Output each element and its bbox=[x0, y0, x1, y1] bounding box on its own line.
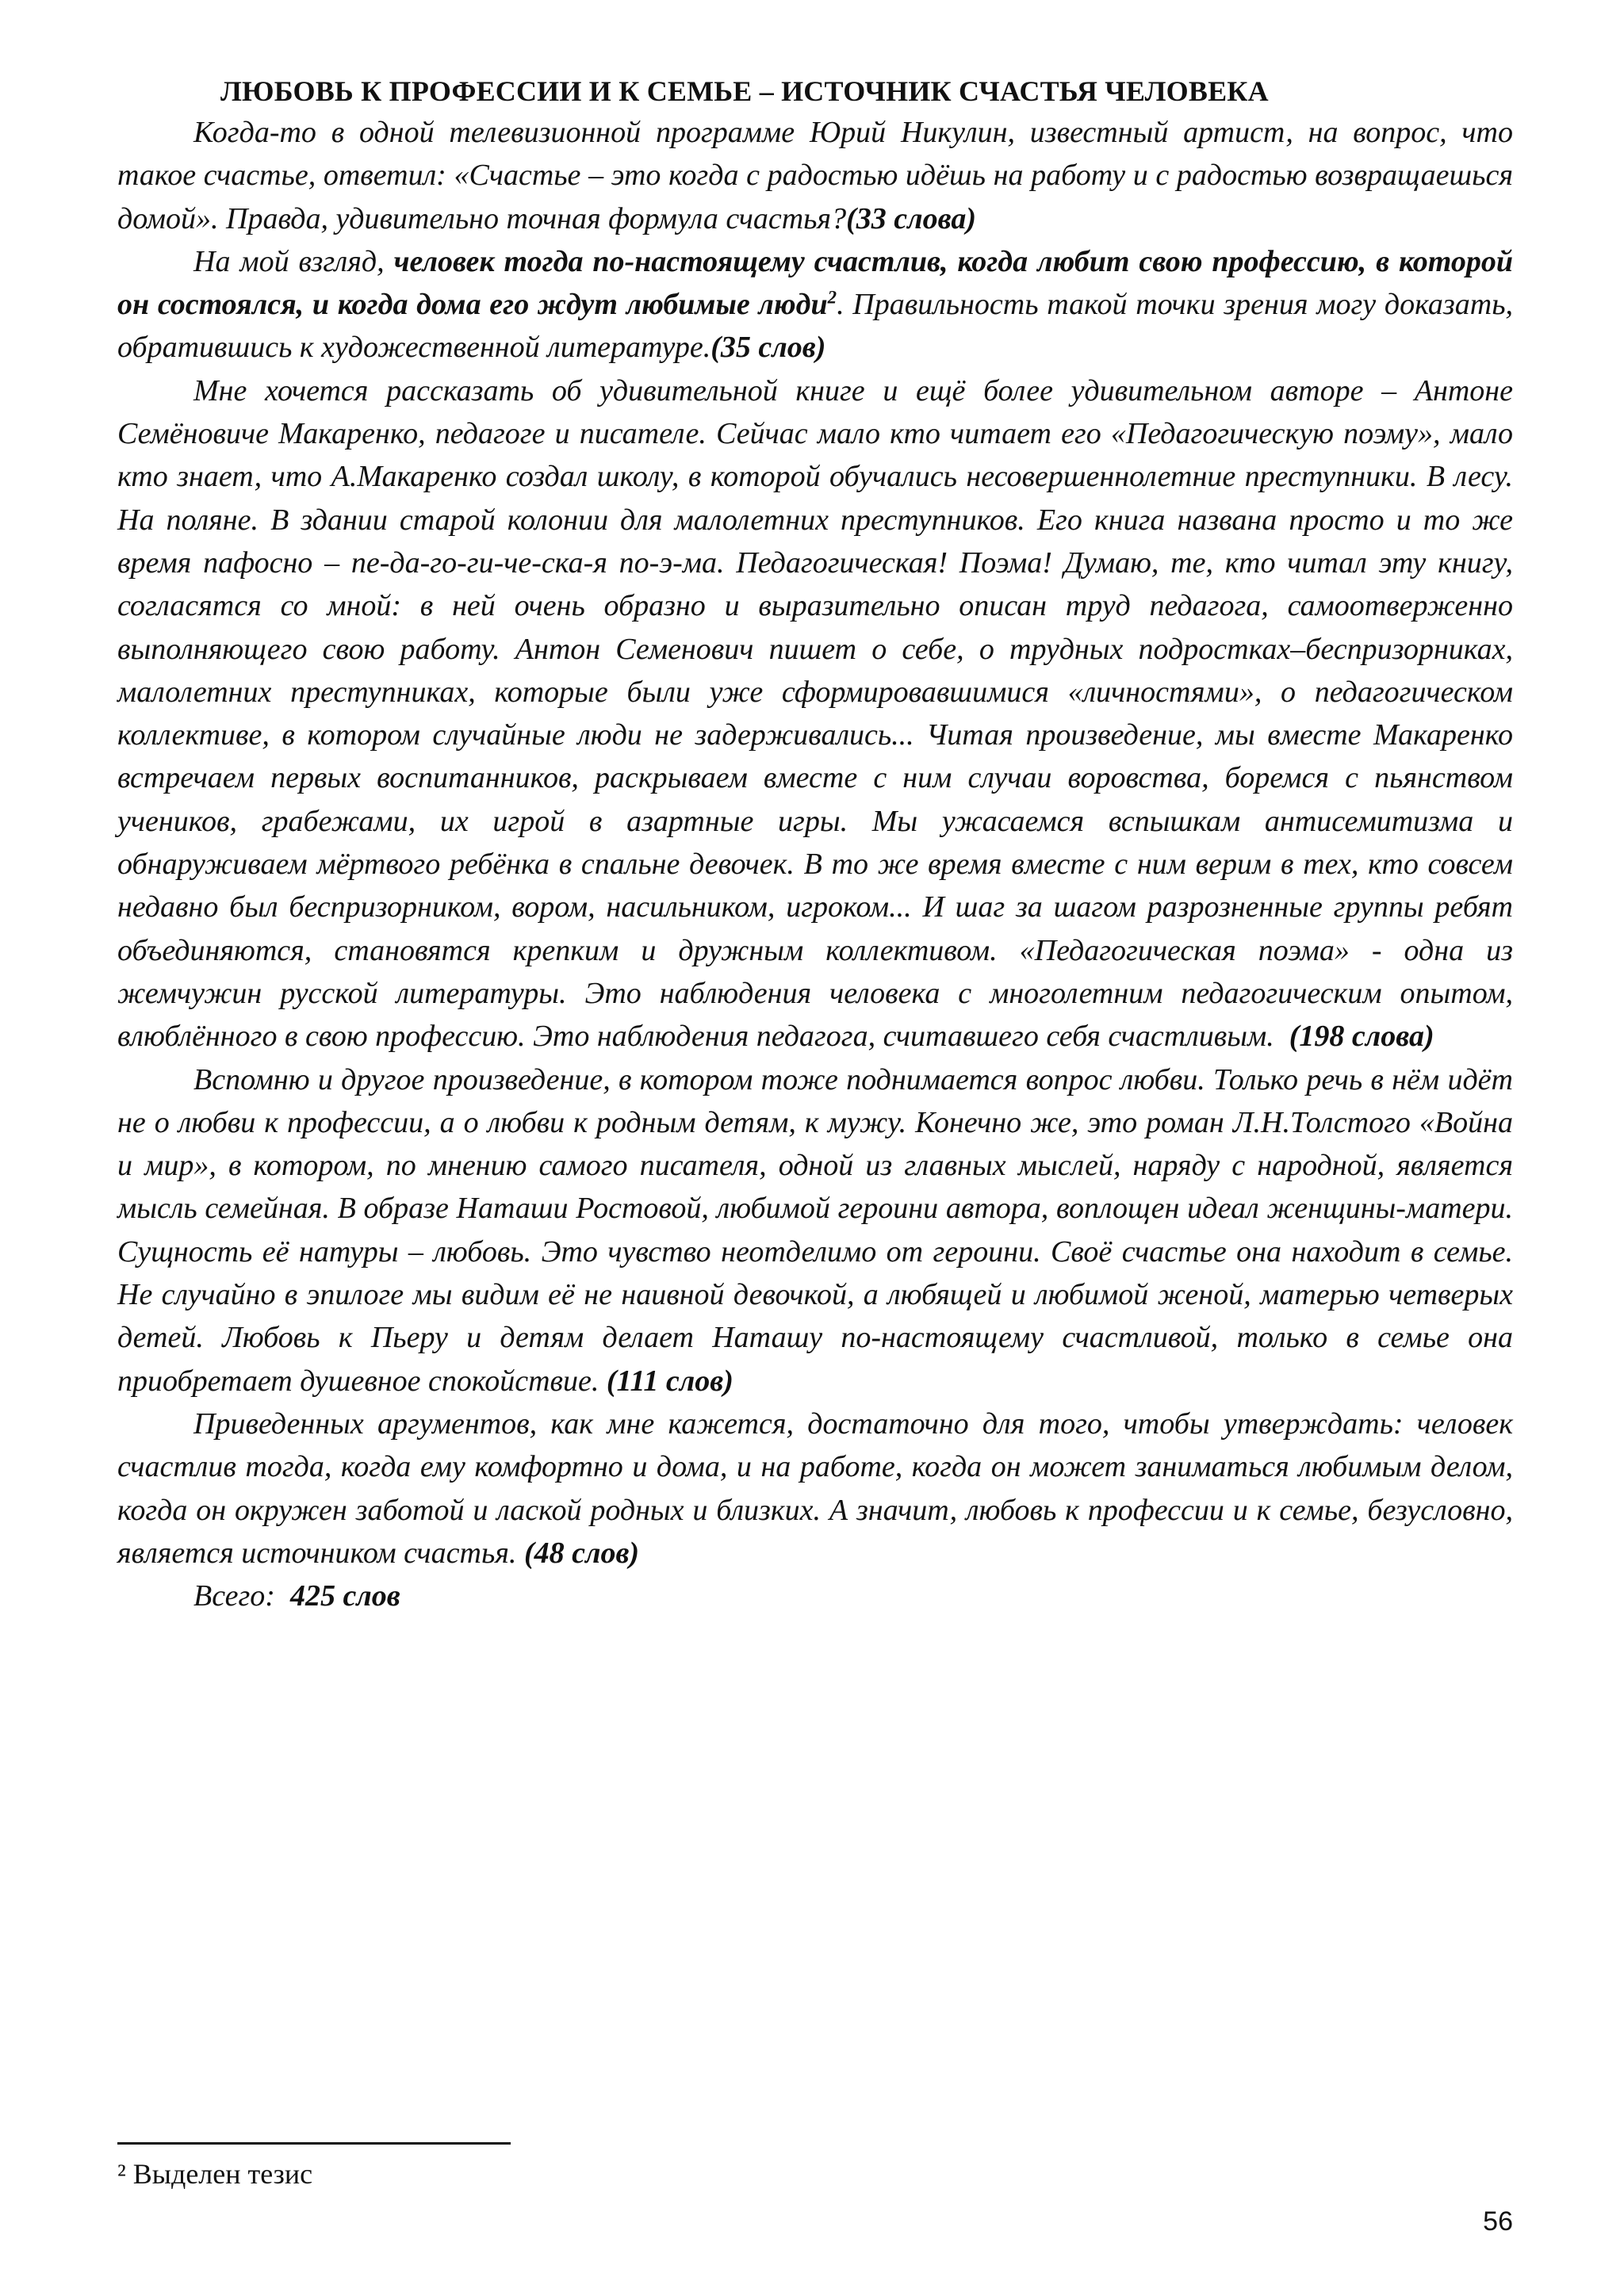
footnote-reference: 2 bbox=[827, 287, 837, 308]
paragraph-argument-1 bbox=[117, 369, 1513, 1058]
paragraph-text: Когда-то в одной телевизионной программе Юрий Никулин, известный артист, на вопрос, что такое счастье, ответил: «Счастье – это когда с радостью идёшь на работу и с радостью возвращаешься домой». Правда, удивительно точная формула счастья? bbox=[117, 116, 1513, 235]
paragraph-text: . Правильность такой точки зрения могу доказать, обратившись к художественной литературе. bbox=[117, 288, 1513, 365]
total-value: 425 слов bbox=[289, 1579, 400, 1613]
paragraph-lead: На мой взгляд, bbox=[193, 244, 394, 278]
word-count: (198 слова) bbox=[1289, 1020, 1434, 1054]
word-count: (33 слова) bbox=[846, 201, 976, 235]
word-total bbox=[117, 1575, 1513, 1617]
paragraph-intro bbox=[117, 111, 1513, 240]
word-count: (35 слов) bbox=[710, 331, 826, 365]
paragraph-conclusion bbox=[117, 1402, 1513, 1575]
paragraph-argument-2 bbox=[117, 1058, 1513, 1402]
essay-title: ЛЮБОВЬ К ПРОФЕССИИ И К СЕМЬЕ – ИСТОЧНИК СЧАСТЬЯ ЧЕЛОВЕКА bbox=[220, 75, 1269, 107]
word-count: (48 слов) bbox=[523, 1536, 640, 1570]
footnote bbox=[117, 2156, 312, 2191]
paragraph-thesis bbox=[117, 240, 1513, 369]
essay-body bbox=[117, 71, 1513, 1617]
footnote-mark: ² bbox=[117, 2158, 126, 2190]
thesis-text: человек тогда по-настоящему счастлив, когда любит свою профессию, в которой он состоялся, и когда дома его ждут любимые люди bbox=[117, 244, 1513, 322]
page-number: 56 bbox=[1483, 2206, 1513, 2237]
footnote-text: Выделен тезис bbox=[132, 2158, 313, 2190]
total-label: Всего: bbox=[193, 1579, 275, 1613]
paragraph-text: Приведенных аргументов, как мне кажется, достаточно для того, чтобы утверждать: человек счастлив тогда, когда ему комфортно и дома, и на работе, когда он может заниматься любимым делом, когда он окружен заботой и лаской родных и близких. А значит, любовь к профессии и к семье, безусловно, является источником счастья. bbox=[117, 1406, 1513, 1570]
footnote-separator bbox=[117, 2142, 511, 2145]
word-count: (111 слов) bbox=[606, 1364, 733, 1398]
paragraph-text: Вспомню и другое произведение, в котором тоже поднимается вопрос любви. Только речь в нём идёт не о любви к профессии, а о любви к родным детям, к мужу. Конечно же, это роман Л.Н.Толстого «Война и мир», в котором, по мнению самого писателя, одной из главных мыслей, наряду с народной, является мысль семейная. В образе Наташи Ростовой, любимой героини автора, воплощен идеал женщины-матери. Сущность её натуры – любовь. Это чувство неотделимо от героини. Своё счастье она находит в семье. Не случайно в эпилоге мы видим её не наивной девочкой, а любящей и любимой женой, матерью четверых детей. Любовь к Пьеру и детям делает Наташу по-настоящему счастливой, только в семье она приобретает душевное спокойствие. bbox=[117, 1062, 1513, 1398]
paragraph-text: Мне хочется рассказать об удивительной книге и ещё более удивительном авторе – Антоне Семёновиче Макаренко, педагоге и писателе. Сейчас мало кто читает его «Педагогическую поэму», мало кто знает, что А.Макаренко создал школу, в которой обучались несовершеннолетние преступники. В лесу. На поляне. В здании старой колонии для малолетних преступников. Его книга названа просто и то же время пафосно – пе-да-го-ги-че-ска-я по-э-ма. Педагогическая! Поэма! Думаю, те, кто читал эту книгу, согласятся со мной: в ней очень образно и выразительно описан труд педагога, самоотверженно выполняющего свою работу. Антон Семенович пишет о себе, о трудных подростках–беспризорниках, малолетних преступниках, которые были уже сформировавшимися «личностями», о педагогическом коллективе, в котором случайные люди не задерживались... Читая произведение, мы вместе Макаренко встречаем первых воспитанников, раскрываем вместе с ним случаи воровства, боремся с пьянством учеников, грабежами, их игрой в азартные игры. Мы ужасаемся вспышкам антисемитизма и обнаруживаем мёртвого ребёнка в спальне девочек. В то же время вместе с ним верим в тех, кто совсем недавно был беспризорником, вором, насильником, игроком... И шаг за шагом разрозненные группы ребят объединяются, становятся крепким и дружным коллективом. «Педагогическая поэма» - одна из жемчужин русской литературы. Это наблюдения человека с многолетним педагогическим опытом, влюблённого в свою профессию. Это наблюдения педагога, считавшего себя счастливым. bbox=[117, 373, 1513, 1054]
